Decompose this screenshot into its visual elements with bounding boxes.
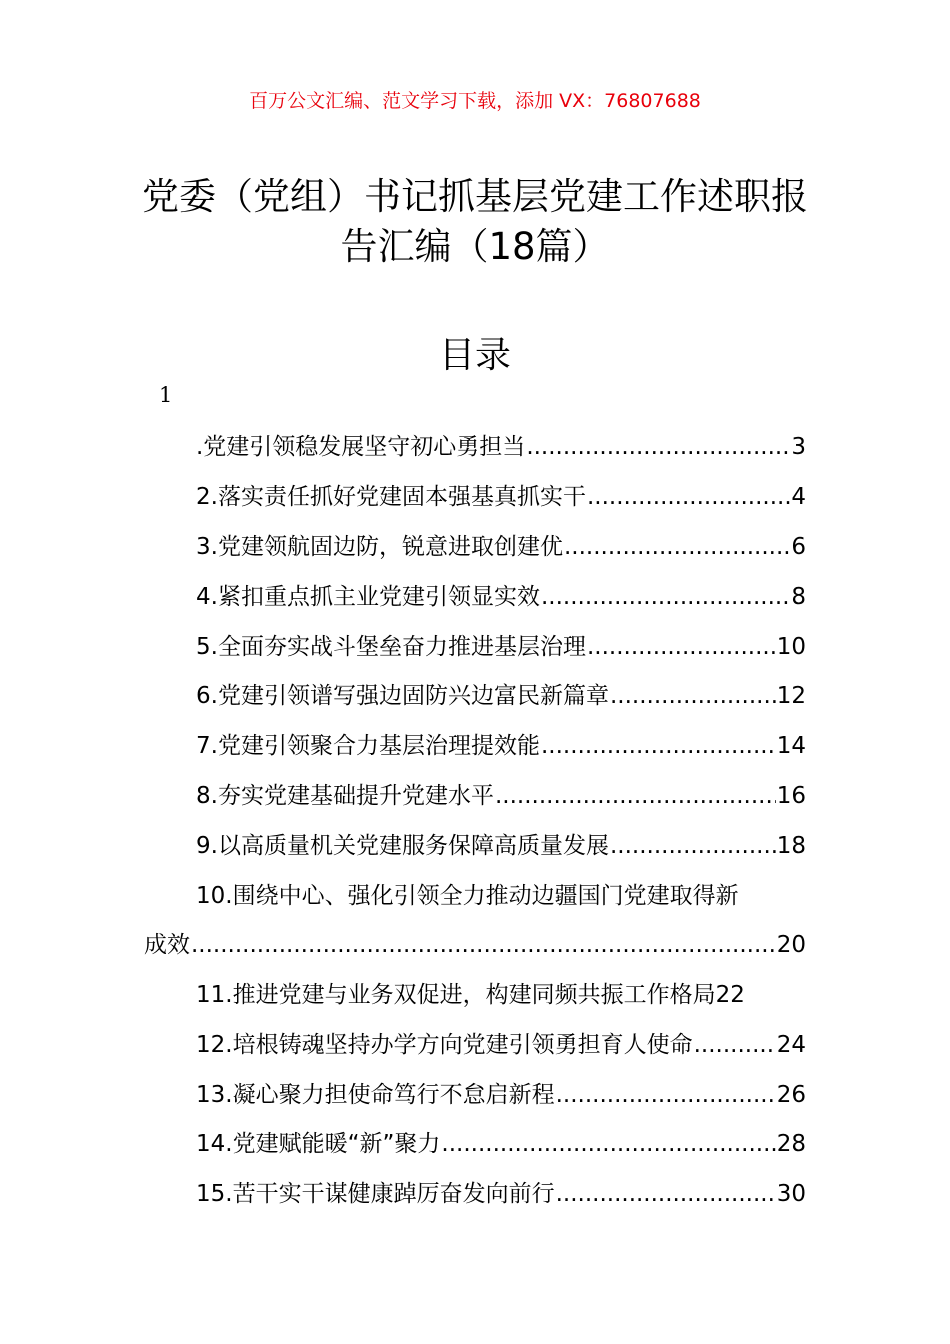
toc-entry-label: 3.党建领航固边防，锐意进取创建优 — [196, 534, 563, 560]
toc-leader-dots — [587, 484, 790, 510]
toc-entry-label: 13.凝心聚力担使命笃行不怠启新程 — [196, 1082, 555, 1108]
toc-leader-dots — [495, 783, 776, 809]
toc-entry-label: .党建引领稳发展坚守初心勇担当 — [196, 434, 526, 460]
toc-entry-label: 14.党建赋能暖“新”聚力 — [196, 1131, 441, 1157]
toc-entry-label: 成效 — [144, 932, 190, 958]
toc-leader-dots — [587, 634, 776, 660]
header-banner: 百万公文汇编、范文学习下载，添加 VX：76807688 — [249, 90, 701, 112]
toc-entry[interactable] — [196, 727, 806, 759]
toc-leader-dots — [694, 1032, 776, 1058]
toc-entry[interactable] — [196, 478, 806, 510]
toc-entry[interactable] — [196, 1076, 806, 1108]
toc-entry-page: 3 — [791, 434, 806, 460]
toc-entry-label: 10.围绕中心、强化引领全力推动边疆国门党建取得新 — [196, 883, 739, 909]
toc-entry-page: 4 — [791, 484, 806, 510]
toc-entry-page: 8 — [791, 584, 806, 610]
toc-entry-label: 4.紧扣重点抓主业党建引领显实效 — [196, 584, 540, 610]
toc-entry-page: 14 — [776, 733, 806, 759]
toc-entry-page: 18 — [776, 833, 806, 859]
toc-leader-dots — [541, 733, 776, 759]
toc-entry-wrapped-line[interactable] — [196, 877, 806, 910]
document-title-line-2: 告汇编（18篇） — [340, 225, 610, 268]
toc-leader-dots — [191, 932, 776, 958]
toc-leader-dots — [610, 683, 776, 709]
toc-entry[interactable] — [196, 976, 806, 1008]
toc-entry-label: 2.落实责任抓好党建固本强基真抓实干 — [196, 484, 586, 510]
toc-heading: 目录 — [438, 335, 511, 376]
toc-leader-dots — [610, 833, 776, 859]
toc-entry[interactable] — [196, 827, 806, 859]
toc-entry-page: 24 — [776, 1032, 806, 1058]
toc-entry-page: 6 — [791, 534, 806, 560]
document-title-line-1: 党委（党组）书记抓基层党建工作述职报 — [142, 175, 808, 218]
toc-leader-dots — [556, 1181, 776, 1207]
toc-entry-page: 16 — [776, 783, 806, 809]
toc-entry-page: 22 — [715, 982, 745, 1008]
toc-entry[interactable] — [196, 578, 806, 610]
toc-entry-page: 28 — [776, 1131, 806, 1157]
toc-leader-dots — [564, 534, 790, 560]
toc-entry[interactable] — [196, 777, 806, 809]
stray-number: 1 — [159, 383, 173, 407]
toc-entry[interactable] — [144, 926, 806, 958]
toc-entry[interactable] — [196, 1175, 806, 1207]
toc-leader-dots — [526, 434, 790, 460]
toc-entry-label: 5.全面夯实战斗堡垒奋力推进基层治理 — [196, 634, 586, 660]
toc-entry-label: 9.以高质量机关党建服务保障高质量发展 — [196, 833, 609, 859]
toc-entry[interactable] — [196, 428, 806, 460]
toc-entry-label: 7.党建引领聚合力基层治理提效能 — [196, 733, 540, 759]
toc-entry[interactable] — [196, 528, 806, 560]
toc-entry-label: 8.夯实党建基础提升党建水平 — [196, 783, 494, 809]
toc-entry-label: 12.培根铸魂坚持办学方向党建引领勇担育人使命 — [196, 1032, 693, 1058]
toc-entry-label: 11.推进党建与业务双促进，构建同频共振工作格局 — [196, 982, 716, 1008]
toc-leader-dots — [556, 1082, 776, 1108]
toc-entry-page: 26 — [776, 1082, 806, 1108]
toc-entry-page: 10 — [776, 634, 806, 660]
toc-leader-dots — [541, 584, 790, 610]
toc-entry[interactable] — [196, 1125, 806, 1157]
toc-entry[interactable] — [196, 1026, 806, 1058]
toc-entry-label: 15.苦干实干谋健康踔厉奋发向前行 — [196, 1181, 555, 1207]
toc-leader-dots — [441, 1131, 775, 1157]
toc-entry-page: 12 — [776, 683, 806, 709]
toc-entry-page: 20 — [776, 932, 806, 958]
toc-entry[interactable] — [196, 677, 806, 709]
toc-entry-page: 30 — [776, 1181, 806, 1207]
toc-entry[interactable] — [196, 628, 806, 660]
toc-entry-label: 6.党建引领谱写强边固防兴边富民新篇章 — [196, 683, 609, 709]
